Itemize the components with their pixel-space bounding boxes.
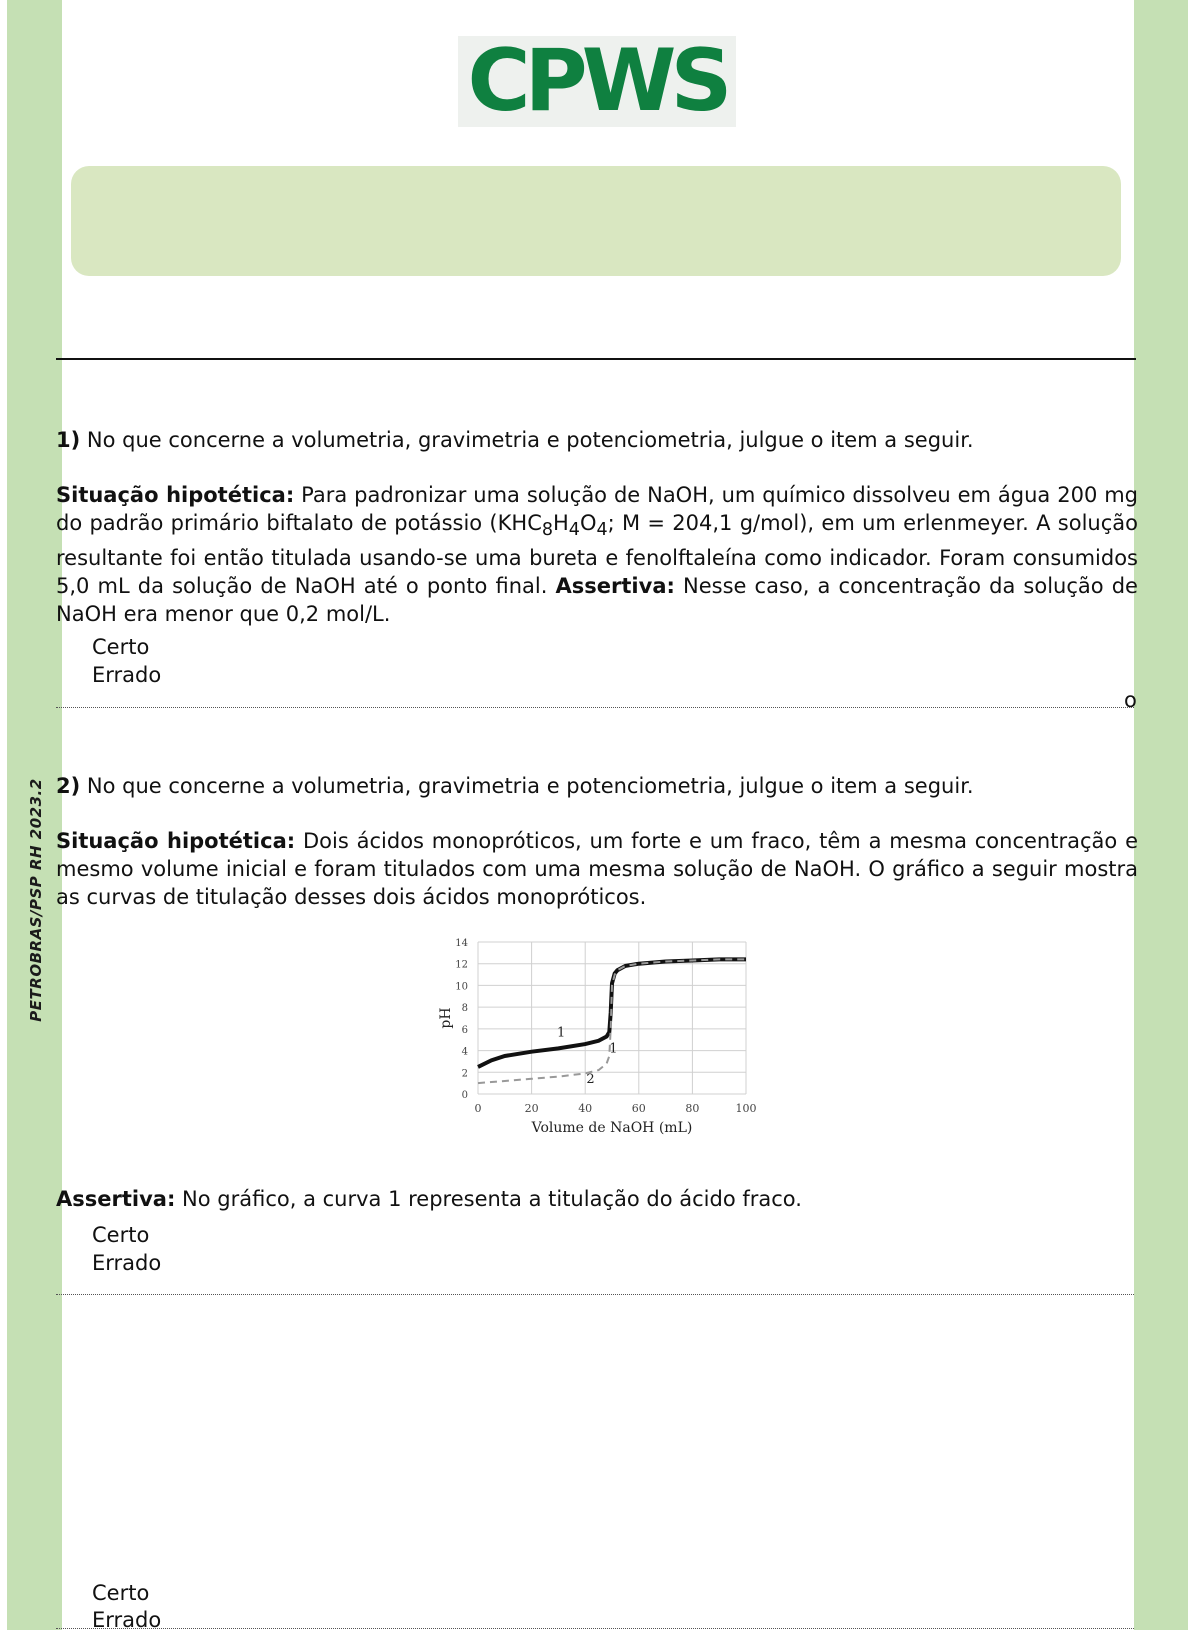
y-tick-label: 6 — [461, 1024, 468, 1036]
q1-formula-h: H — [553, 511, 569, 535]
q2-intro — [56, 773, 974, 800]
y-axis-label: pH — [438, 1007, 454, 1029]
y-tick-label: 0 — [461, 1090, 468, 1101]
q1-formula-o: O — [579, 511, 597, 535]
logo-text: CPWS — [467, 31, 727, 131]
q2-separator — [56, 1294, 1134, 1295]
q1-situacao-text-1: Para padronizar uma solução de NaOH, um químico dissolveu em água 200 mg do padrão primário biftalato de potássio (KHC — [56, 483, 1138, 535]
x-tick-label: 100 — [735, 1102, 757, 1115]
q1-sub-4a: 4 — [568, 520, 580, 541]
logo — [458, 31, 736, 131]
q1-option-certo[interactable]: Certo — [92, 635, 150, 659]
x-tick-label: 40 — [578, 1102, 593, 1115]
x-tick-label: 60 — [631, 1102, 646, 1115]
y-tick-label: 12 — [455, 959, 468, 971]
q1-body — [56, 481, 1138, 628]
header-banner — [71, 166, 1121, 276]
q2-assertiva-text: No gráfico, a curva 1 representa a titulação do ácido fraco. — [182, 1187, 802, 1211]
x-tick-label: 20 — [524, 1102, 539, 1115]
q1-sub-8: 8 — [541, 520, 553, 541]
q2-number: 2) — [56, 774, 81, 798]
titration-chart — [430, 930, 770, 1140]
q3-option-errado[interactable]: Errado — [92, 1608, 162, 1632]
q1-number: 1) — [56, 428, 81, 452]
q2-option-errado[interactable]: Errado — [92, 1251, 162, 1275]
curve-annotation: 1 — [609, 1041, 618, 1057]
q1-situacao-text-2: ; M = 204,1 g/mol), em um erlenmeyer. A solução resultante foi então titulada usando-se uma bureta e fenolftaleína como indicador. Foram consumidos 5,0 mL da solução de NaOH até o ponto final. — [56, 511, 1139, 599]
curve-annotation: 1 — [556, 1025, 566, 1041]
q2-assertiva-label: Assertiva: — [56, 1187, 176, 1211]
q3-option-certo[interactable]: Certo — [92, 1581, 150, 1605]
side-label: PETROBRAS/PSP RH 2023.2 — [27, 778, 45, 1022]
q2-option-certo[interactable]: Certo — [92, 1223, 150, 1247]
q1-intro-text: No que concerne a volumetria, gravimetria e potenciometria, julgue o item a seguir. — [86, 428, 974, 452]
y-tick-label: 14 — [455, 938, 468, 949]
q1-assertiva-label: Assertiva: — [555, 574, 675, 599]
x-tick-label: 0 — [474, 1102, 482, 1115]
q2-situacao-text: Dois ácidos monopróticos, um forte e um fraco, têm a mesma concentração e mesmo volume inicial e foram titulados com uma mesma solução de NaOH. O gráfico a seguir mostra as curvas de titulação desses dois ácidos monopróticos. — [56, 829, 1138, 909]
q1-assertiva-text: Nesse caso, a concentração da solução de NaOH era menor que 0,2 mol/L. — [56, 574, 1138, 627]
q2-intro-text: No que concerne a volumetria, gravimetria e potenciometria, julgue o item a seguir. — [86, 774, 974, 798]
q1-option-errado[interactable]: Errado — [92, 663, 162, 687]
q2-situacao-label: Situação hipotética: — [56, 829, 296, 853]
y-tick-label: 8 — [461, 1003, 468, 1015]
y-tick-label: 4 — [461, 1046, 468, 1058]
x-tick-label: 80 — [685, 1102, 700, 1115]
y-tick-label: 2 — [461, 1068, 468, 1080]
q1-intro — [56, 427, 974, 454]
q1-sub-4b: 4 — [596, 520, 608, 541]
right-side-bar — [1134, 0, 1188, 1630]
q1-situacao-label: Situação hipotética: — [56, 483, 295, 507]
x-axis-label: Volume de NaOH (mL) — [531, 1120, 693, 1136]
y-tick-label: 10 — [455, 981, 468, 993]
stray-char: o — [1124, 688, 1137, 712]
q1-separator — [56, 707, 1134, 708]
curve-annotation: 2 — [586, 1072, 595, 1088]
q2-assertiva — [56, 1186, 802, 1213]
q2-body — [56, 827, 1138, 911]
q3-separator — [56, 1628, 1134, 1629]
header-divider — [56, 358, 1136, 360]
